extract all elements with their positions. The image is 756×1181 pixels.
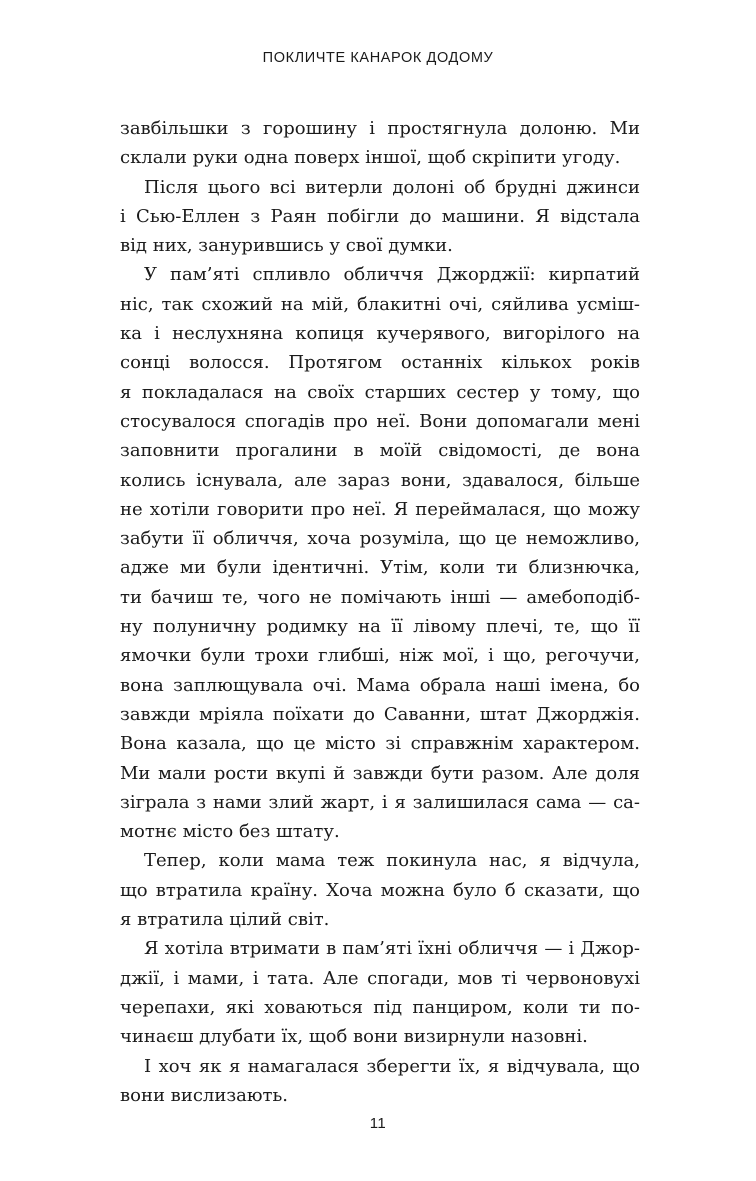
- text-line: Я хотіла втримати в пам’яті їхні обличчя — і Джор-: [144, 938, 640, 960]
- text-line: Тепер, коли мама теж покинула нас, я відчула,: [144, 850, 640, 872]
- text-line: забути її обличчя, хоча розуміла, що це неможливо,: [120, 528, 640, 550]
- text-line: сонці волосся. Протягом останніх кількох років: [120, 352, 640, 374]
- text-line: завжди мріяла поїхати до Саванни, штат Джорджія.: [120, 703, 640, 725]
- text-line: джії, і мами, і тата. Але спогади, мов ті червоновухі: [120, 967, 640, 989]
- text-line: мотнє місто без штату.: [120, 821, 340, 843]
- text-line: У пам’яті спливло обличчя Джорджії: кирпатий: [144, 264, 640, 286]
- text-line: ну полуничну родимку на її лівому плечі, те, що її: [120, 616, 640, 638]
- text-line: зіграла з нами злий жарт, і я залишилася сама — са-: [120, 791, 640, 813]
- text-line: склали руки одна поверх іншої, щоб скріпити угоду.: [120, 147, 621, 169]
- paragraph: [120, 1052, 640, 1111]
- text-line: вони вислизають.: [120, 1084, 289, 1106]
- paragraph: [120, 846, 640, 934]
- text-line: я втратила цілий світ.: [120, 909, 330, 931]
- text-line: ти бачиш те, чого не помічають інші — амебоподіб-: [120, 586, 640, 608]
- page-number: 11: [369, 1115, 387, 1132]
- paragraph: [120, 114, 640, 173]
- text-line: Після цього всі витерли долоні об брудні джинси: [144, 176, 640, 198]
- text-line: що втратила країну. Хоча можна було б сказати, що: [120, 879, 640, 901]
- text-line: черепахи, які ховаються під панциром, коли ти по-: [120, 996, 640, 1018]
- text-line: вона заплющувала очі. Мама обрала наші імена, бо: [120, 674, 640, 696]
- text-line: чинаєш длубати їх, щоб вони визирнули назовні.: [120, 1026, 588, 1048]
- text-line: І хоч як я намагалася зберегти їх, я відчувала, що: [144, 1055, 640, 1077]
- text-line: ніс, так схожий на мій, блакитні очі, сяйлива усміш-: [120, 293, 640, 315]
- text-line: я покладалася на своїх старших сестер у тому, що: [120, 381, 640, 403]
- paragraph: [120, 934, 640, 1051]
- body-text: [120, 114, 640, 1110]
- text-line: стосувалося спогадів про неї. Вони допомагали мені: [120, 410, 640, 432]
- paragraph: [120, 260, 640, 846]
- text-line: заповнити прогалини в моїй свідомості, де вона: [120, 440, 640, 462]
- text-line: Ми мали рости вкупі й завжди бути разом. Але доля: [120, 762, 640, 784]
- text-line: колись існувала, але зараз вони, здавалося, більше: [120, 469, 640, 491]
- text-line: не хотіли говорити про неї. Я переймалася, що можу: [120, 498, 640, 520]
- paragraph: [120, 173, 640, 261]
- running-header: ПОКЛИЧТЕ КАНАРОК ДОДОМУ: [262, 50, 494, 66]
- text-line: ка і неслухняна копиця кучерявого, вигорілого на: [120, 323, 640, 345]
- text-line: завбільшки з горошину і простягнула долоню. Ми: [120, 118, 640, 139]
- text-line: адже ми були ідентичні. Утім, коли ти близнючка,: [120, 557, 640, 579]
- text-line: і Сью-Еллен з Раян побігли до машини. Я відстала: [120, 205, 640, 227]
- text-line: ямочки були трохи глибші, ніж мої, і що, регочучи,: [120, 645, 640, 667]
- text-line: Вона казала, що це місто зі справжнім характером.: [120, 733, 640, 755]
- text-line: від них, занурившись у свої думки.: [120, 235, 453, 257]
